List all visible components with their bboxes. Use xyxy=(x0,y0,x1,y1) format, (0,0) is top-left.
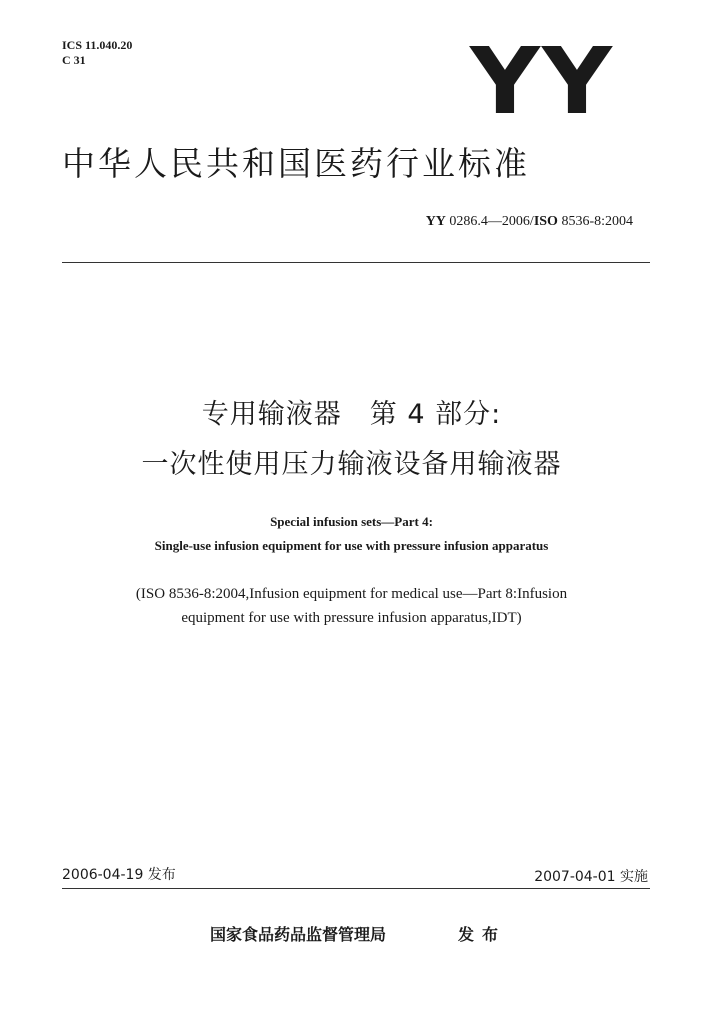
title-cn-line1: 专用输液器 第 4 部分: xyxy=(201,399,502,430)
issue-label: 发布 xyxy=(458,925,507,944)
yy-logo: YY xyxy=(470,28,615,135)
standard-number xyxy=(426,214,633,230)
classification-codes xyxy=(62,38,132,68)
iso-reference-line1: (ISO 8536-8:2004,Infusion equipment for medical use—Part 8:Infusion xyxy=(135,586,568,602)
iso-reference-line2: equipment for use with pressure infusion apparatus,IDT) xyxy=(181,610,522,626)
ics-code: ICS 11.040.20 xyxy=(62,38,133,52)
iso-prefix: ISO xyxy=(533,214,558,229)
industry-standard-title: 中华人民共和国医药行业标准 xyxy=(62,144,530,183)
bottom-divider xyxy=(62,888,650,889)
title-en-line2: Single-use infusion equipment for use with pressure infusion apparatus xyxy=(154,538,549,553)
title-en-line1: Special infusion sets—Part 4: xyxy=(270,514,433,529)
ccs-code: C 31 xyxy=(62,53,86,67)
issuing-authority: 国家食品药品监督管理局 xyxy=(210,925,387,944)
title-cn-line2: 一次性使用压力输液设备用输液器 xyxy=(141,449,562,480)
standard-prefix: YY xyxy=(425,214,446,229)
issue-date: 2006-04-19 发布 xyxy=(62,867,176,883)
top-divider xyxy=(62,262,650,263)
implementation-date: 2007-04-01 实施 xyxy=(534,869,648,885)
standard-number-value: 0286.4—2006/ xyxy=(445,214,534,229)
iso-number-value: 8536-8:2004 xyxy=(557,214,633,229)
